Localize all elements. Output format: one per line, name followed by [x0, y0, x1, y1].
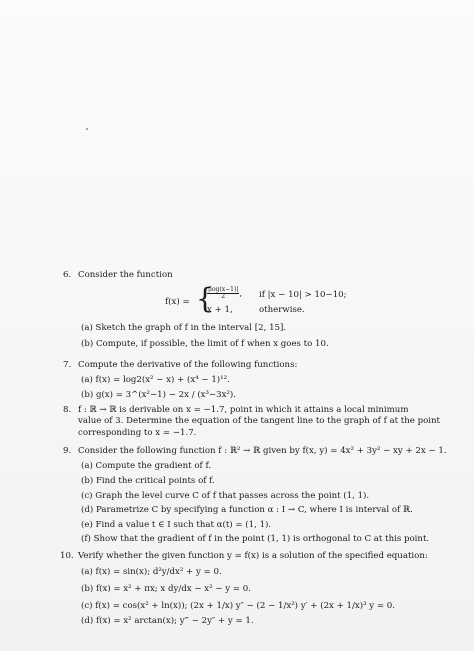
case-1-condition: if |x − 10| > 10−10; [259, 290, 347, 300]
problem-stem-line-1: f : ℝ → ℝ is derivable on x = −1.7, point in which it attains a local minimum [78, 405, 409, 415]
problem-stem: Verify whether the given function y = f(x) is a solution of the specified equation: [78, 551, 428, 561]
problem-stem: Compute the derivative of the following functions: [78, 360, 298, 370]
part-d: (d) f(x) = x² arctan(x); y‴ − 2y″ + y = 1. [81, 616, 254, 626]
part-b: (b) Find the critical points of f. [81, 476, 215, 486]
part-a: (a) Compute the gradient of f. [81, 461, 212, 471]
part-a: (a) f(x) = sin(x); d²y/dx² + y = 0. [81, 567, 222, 577]
part-e: (e) Find a value t ∈ I such that α(t) = (1, 1). [81, 520, 272, 530]
problem-stem: Consider the following function f : ℝ² → ℝ given by f(x, y) = 4x² + 3y² − xy + 2x − 1. [78, 446, 447, 456]
problem-number: 10. [60, 551, 74, 561]
problem-stem-line-3: corresponding to x = −1.7. [78, 428, 197, 438]
case-2-expression: x + 1, [207, 305, 233, 315]
part-c: (c) f(x) = cos(x² + ln(x)); (2x + 1/x) y″ − (2 − 1/x²) y′ + (2x + 1/x)³ y = 0. [81, 601, 396, 611]
part-f: (f) Show that the gradient of f in the point (1, 1) is orthogonal to C at this point. [81, 534, 430, 544]
problem-number: 7. [63, 360, 72, 370]
part-b: (b) Compute, if possible, the limit of f when x goes to 10. [81, 339, 329, 349]
problem-number: 9. [63, 446, 72, 456]
problem-stem-line-2: value of 3. Determine the equation of the tangent line to the graph of f at the point [78, 416, 441, 426]
left-brace: { [196, 282, 214, 315]
problem-stem: Consider the function [78, 270, 173, 280]
problem-number: 8. [63, 405, 72, 415]
case-1-expression: $\frac{|\log(x-1)|}{2}$ , [208, 286, 243, 300]
case-2-condition: otherwise. [259, 305, 305, 315]
part-a: (a) Sketch the graph of f in the interval [2, 15]. [81, 323, 287, 333]
part-a: (a) f(x) = log2(x² − x) + (x⁴ − 1)¹². [81, 375, 230, 385]
part-b: (b) f(x) = x² + πx; x dy/dx − x² − y = 0. [81, 584, 251, 594]
part-b: (b) g(x) = 3^(x²−1) − 2x / (x³−3x²). [81, 390, 237, 400]
problem-number: 6. [63, 270, 72, 280]
piecewise-lhs: f(x) = [165, 297, 190, 307]
part-d: (d) Parametrize C by specifying a function α : I → C, where I is interval of ℝ. [81, 505, 413, 515]
part-c: (c) Graph the level curve C of f that passes across the point (1, 1). [81, 491, 370, 501]
